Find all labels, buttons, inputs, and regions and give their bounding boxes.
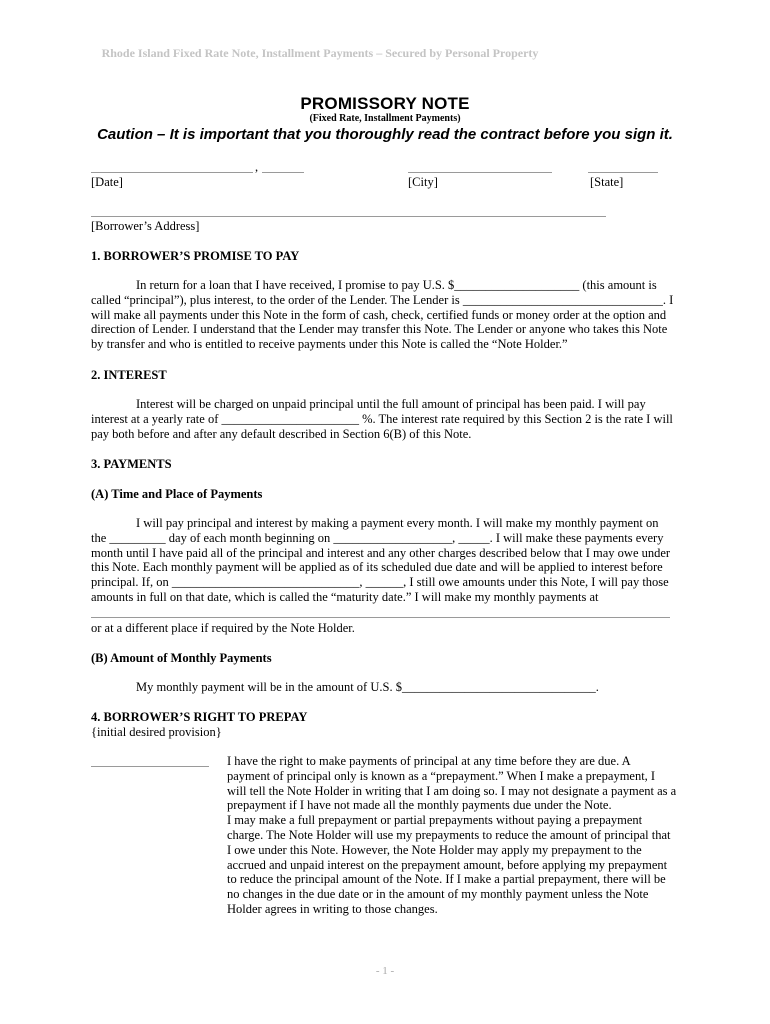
section-4-line: I have the right to make payments of principal at any time before they are due. A — [227, 754, 631, 768]
section-1-heading: 1. BORROWER’S PROMISE TO PAY — [91, 249, 300, 263]
state-field-line[interactable] — [588, 172, 658, 173]
section-1-line: In return for a loan that I have received, I promise to pay U.S. $____________________ (this amount is — [136, 278, 657, 292]
section-3a-heading: (A) Time and Place of Payments — [91, 487, 263, 501]
section-4-body — [227, 754, 687, 917]
section-4-line: Holder agrees in writing to those changes. — [227, 901, 438, 916]
section-2-line: Interest will be charged on unpaid principal until the full amount of principal has been paid. I will pay — [136, 397, 646, 411]
section-2-body — [91, 397, 673, 441]
section-1-body — [91, 278, 673, 352]
payment-place-line[interactable] — [91, 617, 670, 618]
document-title: PROMISSORY NOTE — [300, 94, 470, 113]
city-label: [City] — [408, 175, 438, 189]
section-4-line: accrued and unpaid interest on the prepayment amount, before applying my prepayment — [227, 857, 668, 872]
section-2-heading: 2. INTEREST — [91, 368, 167, 382]
section-3a-line: amounts in full on that date, which is called the “maturity date.” I will make my monthly payments at — [91, 589, 599, 604]
section-3a-line: the _________ day of each month beginning on ___________________, _____. I will make these payments every — [91, 530, 664, 545]
date-comma: , — [255, 160, 259, 174]
section-3a-after: or at a different place if required by the Note Holder. — [91, 621, 355, 635]
initial-field-line[interactable] — [91, 766, 209, 767]
section-2-line: interest at a yearly rate of ______________________ %. The interest rate required by this Section 2 is the rate I will — [91, 411, 673, 426]
section-3-heading: 3. PAYMENTS — [91, 457, 172, 471]
state-label: [State] — [590, 175, 624, 189]
section-3b-heading: (B) Amount of Monthly Payments — [91, 651, 272, 665]
section-3a-line: principal. If, on ______________________________, ______, I still owe amounts under this Note, I will pay those — [91, 575, 669, 590]
borrower-address-line[interactable] — [91, 216, 606, 217]
section-3a-line: month until I have paid all of the principal and interest and any other charges described below that I may owe under — [91, 545, 671, 560]
section-3a-body — [91, 516, 673, 605]
section-4-line: no changes in the due date or in the amount of my monthly payment unless the Note — [227, 887, 649, 902]
section-4-heading: 4. BORROWER’S RIGHT TO PREPAY — [91, 710, 308, 724]
section-1-line: direction of Lender. I understand that the Lender may transfer this Note. The Lender or anyone who takes this Note — [91, 322, 668, 337]
city-field-line[interactable] — [408, 172, 552, 173]
page-number: - 1 - — [375, 965, 395, 977]
section-4-line: charge. The Note Holder will use my prepayments to reduce the amount of principal that — [227, 827, 671, 842]
date-label: [Date] — [91, 175, 123, 189]
section-1-line: will make all payments under this Note in the form of cash, check, certified funds or money order at the option and — [91, 307, 667, 322]
section-4-line: I may make a full prepayment or partial prepayments without paying a prepayment — [227, 813, 643, 828]
section-4-line: prepayment if I have not made all the monthly payments due under the Note. — [227, 798, 612, 813]
section-4-line: payment of principal only is known as a “prepayment.” When I make a prepayment, I — [227, 768, 656, 783]
section-1-line: called “principal”), plus interest, to the order of the Lender. The Lender is ________________________________. I — [91, 292, 674, 307]
section-2-line: pay both before and after any default described in Section 6(B) of this Note. — [91, 426, 472, 441]
section-4-note: {initial desired provision} — [91, 725, 222, 739]
section-3a-line: I will pay principal and interest by making a payment every month. I will make my monthly payment on — [136, 516, 659, 530]
section-3a-line: this Note. Each monthly payment will be applied as of its scheduled due date and will be applied to interest before — [91, 560, 663, 575]
borrower-address-label: [Borrower’s Address] — [91, 219, 200, 233]
section-4-line: to reduce the principal amount of the Note. If I make a partial prepayment, there will be — [227, 872, 666, 887]
section-1-line: by transfer and who is entitled to receive payments under this Note is called the “Note Holder.” — [91, 337, 568, 352]
caution-notice: Caution – It is important that you thoroughly read the contract before you sign it. — [97, 126, 673, 143]
document-subtitle: (Fixed Rate, Installment Payments) — [309, 113, 461, 124]
section-4-line: will tell the Note Holder in writing that I am doing so. I may not designate a payment as a — [227, 783, 677, 798]
section-4-line: I owe under this Note. However, the Note Holder may apply my prepayment to the — [227, 842, 642, 857]
document-header: Rhode Island Fixed Rate Note, Installment Payments – Secured by Personal Property — [101, 46, 539, 60]
year-field-line[interactable] — [262, 172, 304, 173]
section-3b-body: My monthly payment will be in the amount of U.S. $_______________________________. — [136, 680, 599, 694]
date-field-line[interactable] — [91, 172, 253, 173]
